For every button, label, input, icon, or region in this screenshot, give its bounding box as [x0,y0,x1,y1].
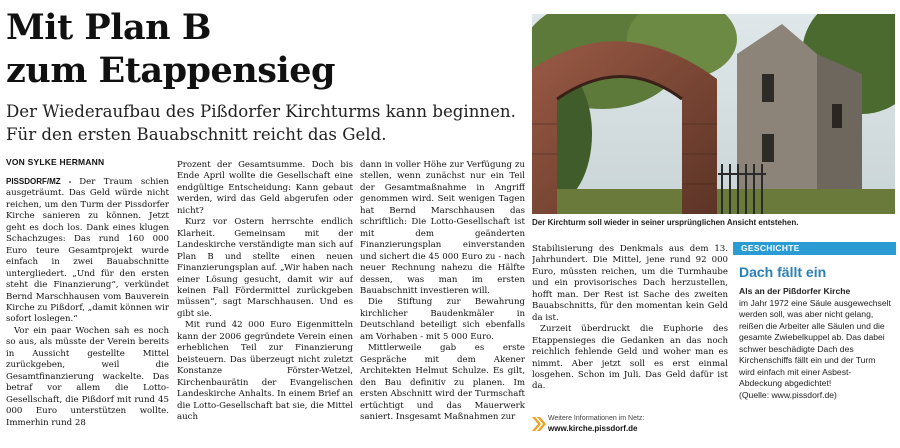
photo-caption: Der Kirchturm soll wieder in seiner ursprünglichen Ansicht entstehen. [532,218,799,227]
subhead-line-1: Der Wiederaufbau des Pißdorfer Kirchturms kann beginnen. [6,102,516,121]
church-tower-illustration [532,14,895,214]
article-column-1 [6,176,169,446]
sidebar-lead: Als an der Pißdorfer Kirche [739,286,851,296]
headline [6,6,526,92]
paragraph: Mit rund 42 000 Euro Eigenmitteln kann der 2006 gegründete Verein einen erheblichen Teil zur Finanzierung beisteuern. Das überzeugt nicht zuletzt Konstanze Förster-Wetzel, Kirchenbaurätin der Evangelischen Landeskirche Anhalts. In einem Brief an die Lotto-Gesellschaft bat sie, die Mittel auch [177,320,353,422]
paragraph: Kurz vor Ostern herrschte endlich Klarheit. Gemeinsam mit der Landeskirche verständigte man sich auf Plan B und stellte einen neuen Finanzierungsplan auf. „Wir haben nach einer Lösung gesucht, damit wir auf keinen Fall Fördermittel zurückgeben müssen“, sagt Marschhausen. Und es gibt sie. [177,217,353,319]
paragraph-text: Der Traum schien ausgeträumt. Das Geld würde nicht reichen, um den Turm der Pissdorfer Kirche sanieren zu können. Jetzt geht es doch los. Dank eines klugen Schachzuges: Das rund 160 000 Euro teure Gesamtprojekt wurde einfach in zwei Bauabschnitte untergliedert. „Und für den ersten steht die Finanzierung“, verkündet Bernd Marschhausen vom Bauverein Kirche zu Pißdorf, „damit können wir sofort loslegen.“ [6,177,169,325]
paragraph [6,176,169,326]
sidebar-source: (Quelle: www.pissdorf.de) [739,389,837,400]
article-column-2 [177,160,353,430]
sidebar-body: im Jahr 1972 eine Säule ausgewechselt werden soll, was aber nicht gelang, reißen die Arbeiter alle Säulen und die gesamte Zwiebelkuppel ab. Das dabei schwer beschädigte Dach des Kirchenschiffs fällt ein und der Turm wird einfach mit einer Asbest-Abdeckung abgedichtet! [739,297,891,388]
article-column-3 [360,160,525,430]
sidebar-title: Dach fällt ein [739,264,827,280]
paragraph: Vor ein paar Wochen sah es noch so aus, als müsste der Verein bereits in Aussicht gestellte Mittel zurückgeben, weil die Gesamtfinanzierung wackelte. Das betraf vor allem die Lotto-Gesellschaft, die Pißdorf mit rund 45 000 Euro unterstützen wollte. Immerhin rund 28 [6,325,169,428]
byline: VON SYLKE HERMANN [6,157,105,167]
paragraph: Zurzeit überdruckt die Euphorie des Etappensieges die Gedanken an das noch reichlich fehlende Geld und woher man es nimmt. Aber jetzt soll es erst einmal losgehen. Schon im Juli. Das Geld dafür ist da. [532,324,728,392]
headline-line-2: zum Etappensieg [6,50,335,91]
web-reference [532,414,727,436]
dateline: PISSDORF/MZ - [6,177,80,186]
subheadline [6,100,530,146]
history-sidebar [733,242,896,442]
web-reference-label: Weitere Informationen im Netz: [548,415,645,422]
double-chevron-arrow-icon [532,417,546,431]
paragraph: Die Stiftung zur Bewahrung kirchlicher Baudenkmäler in Deutschland beteiligt sich ebenfalls am Vorhaben - mit 5 000 Euro. [360,297,525,342]
web-reference-url[interactable]: www.kirche.pissdorf.de [548,424,638,433]
church-tower-photo [532,14,895,214]
paragraph: dann in voller Höhe zur Verfügung zu stellen, wenn zunächst nur ein Teil der Gesamtmaßnahme in Angriff genommen wird. Seit wenigen Tagen hat Bernd Marschhausen das schriftlich: Die Lotto-Gesellschaft ist mit dem geänderten Finanzierungsplan einverstanden und sichert die 45 000 Euro zu - nach neuer Rechnung nahezu die Hälfte dessen, was man im ersten Bauabschnitt investieren will. [360,160,525,296]
sidebar-label: GESCHICHTE [733,242,896,255]
paragraph: Prozent der Gesamtsumme. Doch bis Ende April wollte die Gesellschaft eine endgültige Entscheidung: Kann gebaut werden, wird das Geld abgerufen oder nicht? [177,160,353,216]
article-column-4 [532,244,728,412]
headline-line-1: Mit Plan B [6,7,211,48]
paragraph: Stabilisierung des Denkmals aus dem 13. Jahrhundert. Die Mittel, jene rund 92 000 Euro, müssten reichen, um die Turmhaube und ein provisorisches Dach herzustellen, hofft man. Der Rest ist Sache des zweiten Bauabschnitts, für den momentan kein Geld da ist. [532,244,728,323]
paragraph: Mittlerweile gab es erste Gespräche mit dem Akener Architekten Helmut Schulze. Es gilt, den Bau definitiv zu planen. Im ersten Abschnitt wird der Turmschaft ertüchtigt und das Mauerwerk saniert. Insgesamt Maßnahmen zur [360,343,525,422]
sidebar-text [739,286,893,401]
subhead-line-2: Für den ersten Bauabschnitt reicht das Geld. [6,125,387,144]
